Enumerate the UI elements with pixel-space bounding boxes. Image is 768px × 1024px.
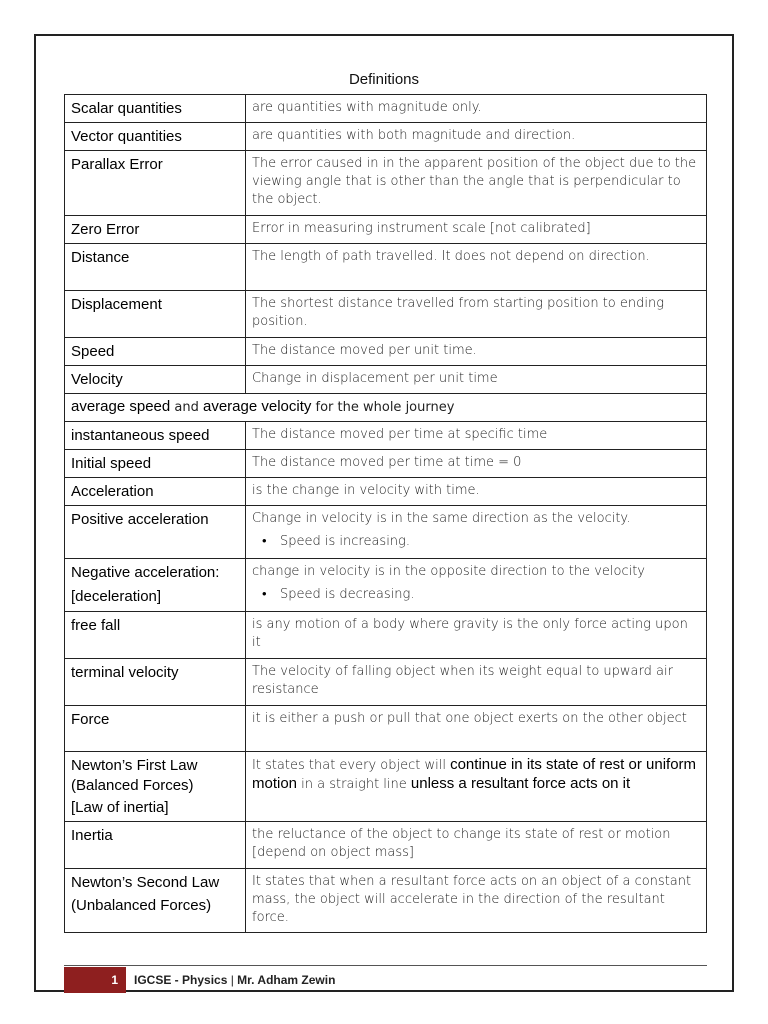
table-row: [65, 291, 707, 338]
definition-cell: The distance moved per time at specific time: [246, 422, 707, 450]
definition-cell: Error in measuring instrument scale [not calibrated]: [246, 216, 707, 244]
emphasis-text: continue in its state of rest or uniform motion: [252, 756, 697, 792]
table-row: [65, 478, 707, 506]
table-row: [65, 422, 707, 450]
term-cell: Inertia: [65, 822, 246, 869]
term-cell: Speed: [65, 338, 246, 366]
definition-cell: are quantities with magnitude only.: [246, 95, 707, 123]
emphasis-text: unless a resultant force acts on it: [410, 775, 631, 792]
term-cell: Parallax Error: [65, 151, 246, 216]
term-cell: [65, 559, 246, 612]
page-footer: [64, 965, 707, 993]
term-cell: Displacement: [65, 291, 246, 338]
term-cell: [65, 752, 246, 822]
term-cell: Scalar quantities: [65, 95, 246, 123]
table-row: [65, 659, 707, 706]
full-width-cell: [65, 394, 707, 422]
definition-cell: The error caused in in the apparent position of the object due to the viewing angle that is other than the angle that is perpendicular to the object.: [246, 151, 707, 216]
term-cell: instantaneous speed: [65, 422, 246, 450]
definition-cell: The length of path travelled. It does not depend on direction.: [246, 244, 707, 291]
term-cell: Velocity: [65, 366, 246, 394]
definition-text: in a straight line: [297, 777, 411, 792]
page-number: 1: [64, 967, 126, 993]
definition-cell: It states that when a resultant force acts on an object of a constant mass, the object will accelerate in the direction of the resultant force.: [246, 869, 707, 933]
table-row: [65, 151, 707, 216]
term-subtext: [deceleration]: [71, 588, 162, 605]
page-title: Definitions: [348, 71, 420, 88]
term-average-speed: average speed: [71, 398, 171, 415]
term-subtext: (Balanced Forces): [71, 777, 194, 794]
term-text: Newton’s First Law: [71, 757, 198, 774]
table-row: [65, 338, 707, 366]
definition-cell: The distance moved per time at time = 0: [246, 450, 707, 478]
table-row: [65, 450, 707, 478]
definitions-table: [64, 94, 707, 933]
footer-separator: |: [227, 973, 238, 987]
definition-cell: [246, 506, 707, 559]
term-subtext: (Unbalanced Forces): [71, 897, 212, 914]
definition-text: Change in velocity is in the same direction as the velocity.: [252, 511, 631, 526]
table-row: [65, 366, 707, 394]
term-cell: Zero Error: [65, 216, 246, 244]
table-row: [65, 869, 707, 933]
table-row: [65, 216, 707, 244]
table-row: [65, 822, 707, 869]
term-average-velocity: average velocity: [202, 398, 312, 415]
term-cell: Vector quantities: [65, 123, 246, 151]
term-cell: free fall: [65, 612, 246, 659]
definition-cell: the reluctance of the object to change its state of rest or motion [depend on object mass]: [246, 822, 707, 869]
definition-cell: The distance moved per unit time.: [246, 338, 707, 366]
footer-text: [134, 967, 335, 993]
table-row: [65, 95, 707, 123]
footer-course: IGCSE - Physics: [134, 973, 228, 987]
conjunction-text: and: [170, 400, 203, 415]
term-cell: [65, 869, 246, 933]
term-cell: Force: [65, 706, 246, 752]
definition-cell: is the change in velocity with time.: [246, 478, 707, 506]
bullet-item: • Speed is decreasing.: [252, 586, 700, 604]
definition-cell: are quantities with both magnitude and direction.: [246, 123, 707, 151]
table-row: [65, 559, 707, 612]
table-row: [65, 123, 707, 151]
term-cell: Initial speed: [65, 450, 246, 478]
term-cell: Distance: [65, 244, 246, 291]
definition-cell: [246, 752, 707, 822]
definition-cell: The velocity of falling object when its weight equal to upward air resistance: [246, 659, 707, 706]
table-row: [65, 752, 707, 822]
bullet-item: • Speed is increasing.: [252, 533, 700, 551]
table-row: [65, 244, 707, 291]
table-row: [65, 612, 707, 659]
definition-cell: is any motion of a body where gravity is the only force acting upon it: [246, 612, 707, 659]
term-subtext: [Law of inertia]: [71, 799, 169, 816]
suffix-text: for the whole journey: [311, 400, 455, 415]
term-text: Newton’s Second Law: [71, 874, 220, 891]
definition-text: change in velocity is in the opposite direction to the velocity: [252, 564, 645, 579]
term-cell: terminal velocity: [65, 659, 246, 706]
table-row: [65, 706, 707, 752]
term-text: Negative acceleration:: [71, 564, 220, 581]
term-cell: Acceleration: [65, 478, 246, 506]
definition-cell: The shortest distance travelled from starting position to ending position.: [246, 291, 707, 338]
definition-cell: it is either a push or pull that one object exerts on the other object: [246, 706, 707, 752]
definition-text: It states that every object will: [252, 758, 451, 773]
table-row: [65, 506, 707, 559]
footer-author: Mr. Adham Zewin: [237, 973, 336, 987]
definition-cell: Change in displacement per unit time: [246, 366, 707, 394]
table-row: [65, 394, 707, 422]
term-cell: Positive acceleration: [65, 506, 246, 559]
document-page: [34, 34, 734, 992]
definition-cell: [246, 559, 707, 612]
